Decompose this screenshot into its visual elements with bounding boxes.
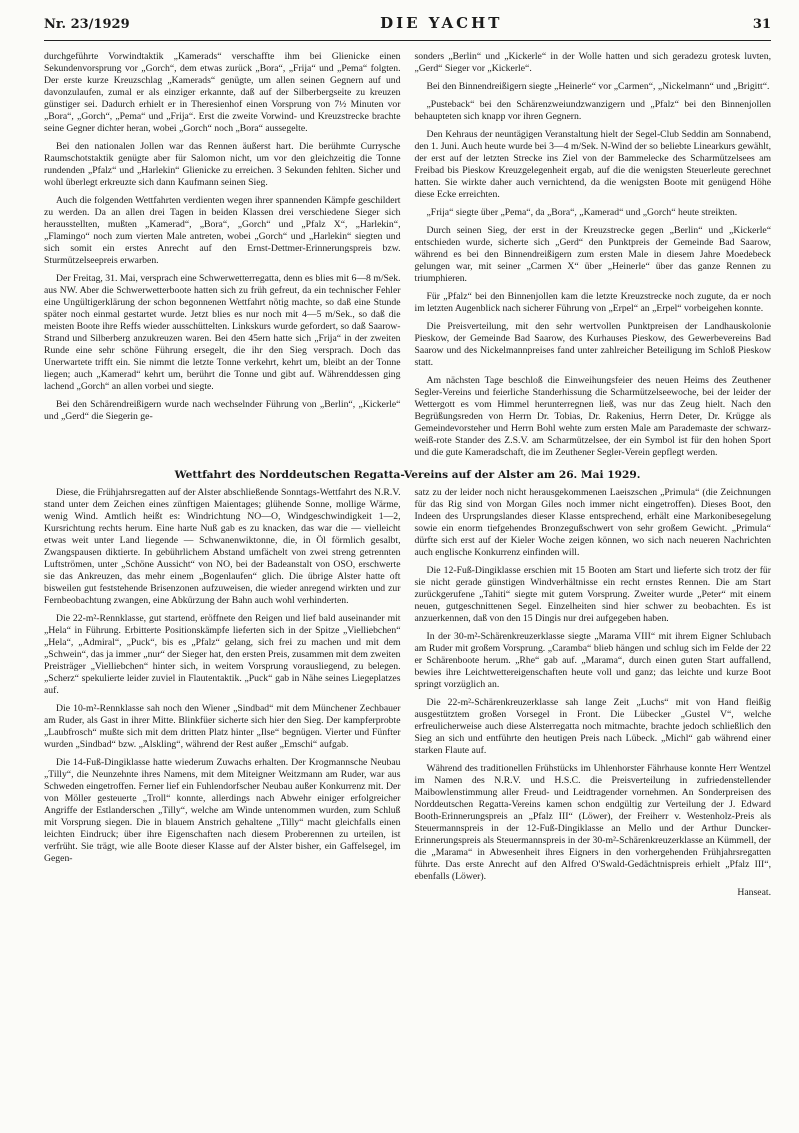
paragraph: „Frija“ siegte über „Pema“, da „Bora“, „Kamerad“ und „Gorch“ heute streikten.	[426, 207, 738, 218]
paragraph: durchgeführte Vorwindtaktik „Kamerads“ verschaffte ihm bei Glienicke einen Sekundenvorsprung vor „Gorch“, dem etwas zurück „Bora“, „Frija“ und „Pema“ folgten. Der erste kurze Kreuzschlag „Kamerads“ genügte, um allen seinen Gegnern auf und davonzulaufen, zumal er als einziger erkannte, daß auf der Silberbergseite zu kreuzen günstiger sei. Dadurch erhielt er in Theresienhof einen Vorsprung von 7½ Minuten vor „Bora“, „Gorch“, „Pema“ und „Frija“. Erst die zweite Vorwind- und Kreuzstrecke brachte seine Gegner dichter heran, wobei „Gorch“ noch „Bora“ aussegelte.	[44, 51, 401, 134]
paragraph: Der Freitag, 31. Mai, versprach eine Schwerwetterregatta, denn es blies mit 6—8 m/Sek. aus NW. Aber die Schwerwetterboote hatten sich zu früh gefreut, da ein technischer Fehler eine Ungültigerklärung der schon begonnenen Wettfahrt nötig machte, so daß eine Stunde später noch einmal gestartet wurde. Jetzt blies es nur noch mit 4—5 m/Sek., so daß die meisten Boote ihre Reffs wieder ausschüttelten. Linkskurs wurde gefordert, so daß Saarow-Strand und Silberberg anzukreuzen waren. Bei den 45ern hatte sich „Frija“ in der zweiten Runde eine sehr schöne Führung ersegelt, die ihr den Sieg versprach. Doch das Unerwartete trifft ein. Sie nimmt die letzte Tonne verkehrt, kehrt um, bleibt an der Tonne liegen; auch „Kamerad“ kehrt um, berührt die Tonne und gibt auf. Währenddessen ging lachend „Gorch“ an allen vorbei und siegte.	[44, 273, 401, 392]
paragraph: Die Preisverteilung, mit den sehr wertvollen Punktpreisen der Landhauskolonie Pieskow, der Gemeinde Bad Saarow, des Kurhauses Pieskow, des Gewerbevereins Bad Saarow und des Nickelmannpreises fand unter zahlreicher Beteiligung im Schloß Pieskow statt.	[414, 321, 771, 368]
paragraph: Diese, die Frühjahrsregatten auf der Alster abschließende Sonntags-Wettfahrt des N.R.V. stand unter dem Zeichen eines zünftigen Maientages; glühende Sonne, mollige Wärme, wenig Wind. Amtlich heißt es: Windrichtung NO—O, Windgeschwindigkeit 1—2, Kursrichtung rechts herum. Eine harte Nuß gab es zu knacken, das war die — vielleicht etwas weit unter Land liegende — Schwanenwiktonne, die, in Öl förmlich gesalbt, Zwangspausen diktierte. In gebührlichem Abstand umfächelt von zwei streng getrennten Luftströmen, unter „Schöne Aussicht“ von NO, bei der Badeanstalt von OSO, erschwerte sie das Ankreuzen, das mehr einem „Bogenlaufen“ glich. Die übrige Alster hatte oft bisweilen gut feststehende Brisenzonen aufzuweisen, die wieder anregend wirkten und zur Fernbeobachtung zwangen, eine Abkürzung der Bahn auch wohl verhinderten.	[44, 487, 401, 606]
issue-number: Nr. 23/1929	[44, 17, 130, 32]
top-columns	[44, 51, 771, 465]
paragraph: Die 22-m²-Rennklasse, gut startend, eröffnete den Reigen und lief bald auseinander mit „Hela“ in Führung. Erbitterte Positionskämpfe lieferten sich in der Spitze „Vielliebchen“ „Hela“, „Admiral“, „Puck“, bis es „Pfalz“ gelang, sich frei zu machen und mit dem „Schwein“, das ja immer „nur“ der Sieger hat, den ersten Preis, zusammen mit dem zweiten Preisträger „Vielliebchen“ hinter sich, in weitem Vorsprung vorausliegend, zu belegen. „Scherz“ spekulierte leider zuviel in Flautentaktik. „Puck“ gab in Nähe seines Liegeplatzes auf.	[44, 613, 401, 696]
paragraph: Die 14-Fuß-Dingiklasse hatte wiederum Zuwachs erhalten. Der Krogmannsche Neubau „Tilly“, die Neunzehnte ihres Namens, mit dem Miteigner Weitzmann am Ruder, war aus Schweden eingetroffen. Ferner lief ein Fuhlendorfscher Neubau außer Konkurrenz mit. Der von Möller gesteuerte „Troll“ konnte, allerdings nach Abwehr einiger erfolgreicher Angriffe der Estlanderschen „Tilly“, welche am Winde untenommen wurden, zum Schluß mit Vorsprung siegen. Die in blauem Anstrich gehaltene „Tilly“ macht gleichfalls einen leichten Eindruck; über ihre Eigenschaften nach diesem Proberennen zu urteilen, ist verfrüht. Sie trägt, wie alle Boote dieser Klasse auf der Alster bisher, ein Gaffelsegel, im Gegen-	[44, 757, 401, 864]
paragraph: Durch seinen Sieg, der erst in der Kreuzstrecke gegen „Berlin“ und „Kickerle“ entschieden wurde, sicherte sich „Gerd“ den Punktpreis der Gemeinde Bad Saarow, während es bei den Binnendreißigern zum ersten Male in diesem Jahre Moedebeck gelungen war, mit seiner „Carmen X“ über „Heinerle“ über das ganze Rennen zu triumphieren.	[414, 225, 771, 284]
bottom-columns	[44, 487, 771, 898]
paragraph: Die 22-m²-Schärenkreuzerklasse sah lange Zeit „Luchs“ mit von Hand fleißig ausgestütztem großen Vorsegel in Front. Die Lübecker „Gustel V“, welche erfreulicherweise auch diese Alsterregatta noch mitmachte, brachte jedoch schließlich den Sieg an sich und entführte den heutigen Preis nach Lübeck. „Michl“ gab während einer starken Flaute auf.	[414, 697, 771, 756]
top-right-column	[415, 51, 772, 465]
page-number: 31	[752, 17, 771, 32]
paragraph: Die 10-m²-Rennklasse sah noch den Wiener „Sindbad“ mit dem Münchener Zechbauer am Ruder, als Gast in ihrer Mitte. Blinkfüer sicherte sich hier den Sieg. Der kampferprobte „Laubfrosch“ mußte sich mit dem dritten Platz hinter „Ilse“ begnügen. Vierter und Fünfter wurden „Sindbad“ bzw. „Alskling“, während der Rest außer „Emschi“ aufgab.	[44, 703, 401, 750]
paragraph: Bei den Schärendreißigern wurde nach wechselnder Führung von „Berlin“, „Kickerle“ und „Gerd“ die Siegerin ge-	[44, 399, 401, 422]
bottom-left-column	[44, 487, 401, 898]
page-header	[44, 14, 771, 41]
magazine-title: DIE YACHT	[380, 14, 503, 32]
paragraph: Für „Pfalz“ bei den Binnenjollen kam die letzte Kreuzstrecke noch zugute, da er noch im letzten Augenblick nach sicherer Führung von „Erpel“ an „Erpel“ vorbeigehen konnte.	[414, 291, 771, 314]
paragraph: Bei den nationalen Jollen war das Rennen äußerst hart. Die berühmte Currysche Raumschotstaktik genügte aber für Salomon nicht, um vor den gleichzeitig die Tonne rundenden „Pfalz“ und „Harlekin“ Glienicke zu erreichen. 3 Sekunden fehlten. Sicher und wohl überlegt erkreuzte sich dann Kaufmann seinen Sieg.	[44, 141, 401, 188]
top-left-column	[44, 51, 401, 465]
paragraph: Den Kehraus der neuntägigen Veranstaltung hielt der Segel-Club Seddin am Sonnabend, den 1. Juni. Auch heute wurde bei 3—4 m/Sek. N-Wind der so beliebte Linearkurs gewählt, der erst auf der letzten Strecke ins Ziel von der Bammelecke des Scharmützelsees am Freibad bis Pieskow Kreuzgelegenheit ergab, auf die die wenigsten Steuerleute gerechnet hatten. Sie wirkte daher auch vernichtend, da die wenigsten Boote mit genügend Höhe diese Ecke erreichten.	[414, 129, 771, 200]
section-title: Wettfahrt des Norddeutschen Regatta-Vereins auf der Alster am 26. Mai 1929.	[174, 469, 641, 481]
paragraph: Während des traditionellen Frühstücks im Uhlenhorster Fährhause konnte Herr Wentzel im Namen des N.R.V. und H.S.C. die Preisverteilung in zufriedenstellender Maibowlenstimmung aller Freud- und Leidtragender vornehmen. An Sonderpreisen des Norddeutschen Regatta-Vereins kamen schon endgültig zur Verteilung der J. Edward Booth-Erinnerungspreis an „Pfalz III“ (Löwer), der Freiherr v. Westenholz-Preis als Steuermannspreis in der 12-Fuß-Dingiklasse an Mello und der Arthur Duncker-Erinnerungspreis als Steuermannspreis in der 30-m²-Schärenkreuzerklasse an Kümmell, der die „Marama“ in Abwesenheit ihres Eigners in den vorhergehenden Frühjahrsregatten führte. Das erste Anrecht auf den Alfred O'Swald-Gedächtnispreis erhielt „Pfalz III“, ebenfalls (Löwer).	[414, 763, 771, 882]
paragraph: Die 12-Fuß-Dingiklasse erschien mit 15 Booten am Start und lieferte sich trotz der für sie nicht gerade günstigen Windverhältnisse ein recht ernstes Rennen. Die am Start zurückgerufene „Tahiti“ siegte mit gutem Vorsprung. Zweiter wurde „Peter“ mit einem neuen, gutgeschnittenen Segel. Einzelheiten sind hier schwer zu beobachten. Es ist anzuerkennen, daß von den 15 Dingis nur drei aufgegeben haben.	[414, 565, 771, 624]
paragraph: In der 30-m²-Schärenkreuzerklasse siegte „Marama VIII“ mit ihrem Eigner Schlubach am Ruder mit großem Vorsprung. „Caramba“ blieb hängen und schlug sich im Felde der 22 er Schärenboote herum. „Rhe“ gab auf. „Marama“, durch einen guten Start auffallend, bewies ihre Leichtwettereigenschaften heute voll und ganz; das leichte und kurze Boot springt vorzüglich an.	[414, 631, 771, 690]
bottom-right-column	[415, 487, 772, 898]
paragraph: „Pusteback“ bei den Schärenzweiundzwanzigern und „Pfalz“ bei den Binnenjollen behaupteten sich knapp vor ihren Gegnern.	[414, 99, 771, 122]
paragraph: Bei den Binnendreißigern siegte „Heinerle“ vor „Carmen“, „Nickelmann“ und „Brigitt“.	[426, 81, 770, 92]
paragraph: satz zu der leider noch nicht herausgekommenen Laeiszschen „Primula“ (die Zeichnungen für das Rig sind von Morgan Giles noch immer nicht eingetroffen). Dieses Boot, den Indeen des Ursprungslandes dieser Klasse entsprechend, erhält eine Markonibesegelung sowie ein enorm tiefgehendes Bronzegußschwert von sehr großem Gewicht. „Primula“ dürfte sich erst auf der Kieler Woche zeigen können, wo sich nach neueren Nachrichten auch englische Konkurrenz einfinden will.	[414, 487, 771, 558]
paragraph: Am nächsten Tage beschloß die Einweihungsfeier des neuen Heims des Zeuthener Segler-Vereins und feierliche Standerhissung die Scharmützelseewoche, bei der leider der Wettergott es vom Himmel herunterregnen ließ, was nur das Zeug hielt. Nach den Begrüßungsreden von Herrn Dr. Tobias, Dr. Rakenius, Herrn Deter, Dr. Krügge als Gemeindevorsteher und Herrn Bohl wehte zum ersten Male am Parademaste der schwarz-weiß-rote Stander des Z.S.V. am Scharmützelsee, der ein Symbol ist für den hohen Sport und die gute Kameradschaft, die im Zeuthener Segler-Verein gepflegt werden.	[414, 375, 771, 458]
paragraph: Auch die folgenden Wettfahrten verdienten wegen ihrer spannenden Kämpfe geschildert zu werden. Da an allen drei Tagen in beiden Klassen drei verschiedene Sieger sich herausstellten, mußten „Kamerad“, „Bora“, „Gorch“ und „Pfalz X“, „Harlekin“, „Flamingo“ noch zum vierten Male antreten, wobei „Gorch“ und „Harlekin“ siegten und sich somit ein erstes Anrecht auf den Ernst-Dettmer-Erinnerungspreis bzw. Sturmützelseepreis erwarben.	[44, 195, 401, 266]
author-signature: Hanseat.	[737, 887, 771, 898]
paragraph: sonders „Berlin“ und „Kickerle“ in der Wolle hatten und sich geradezu grotesk luvten, „Gerd“ Sieger vor „Kickerle“.	[414, 51, 771, 74]
